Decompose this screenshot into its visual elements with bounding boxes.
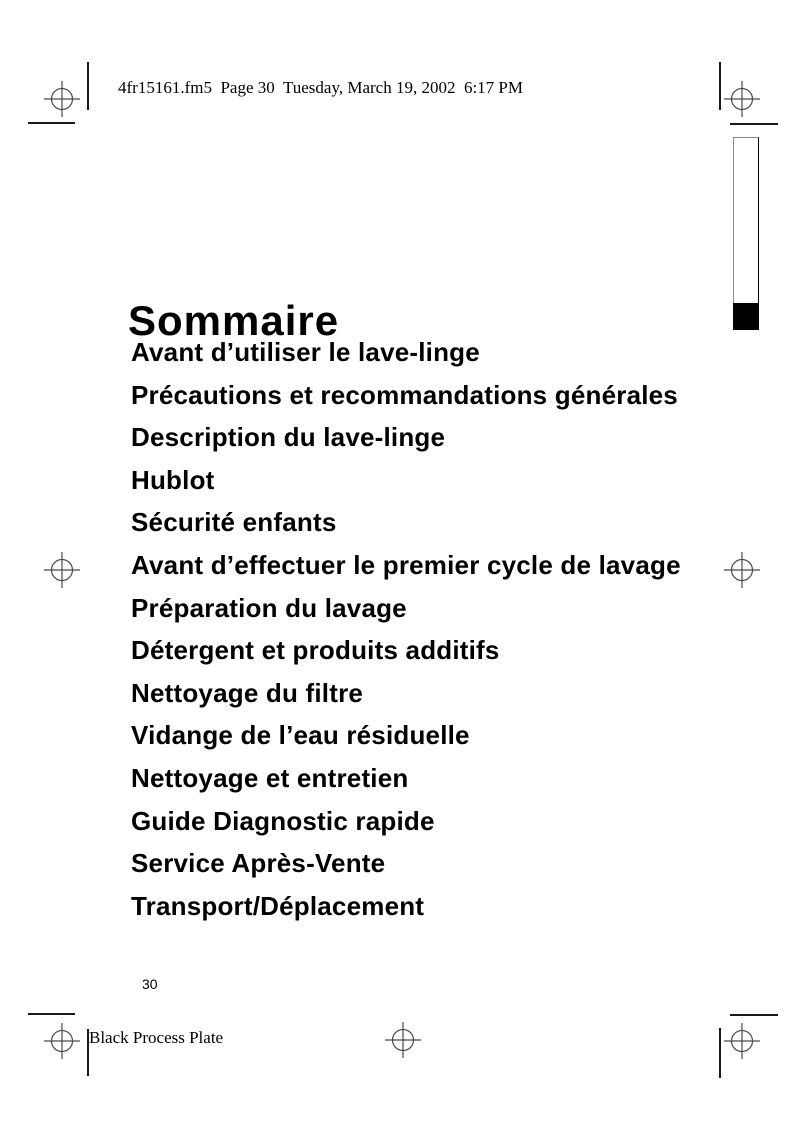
crop-line [28, 1013, 75, 1015]
toc-entry: Nettoyage et entretien [131, 762, 409, 793]
toc-entry: Détergent et produits additifs [131, 635, 500, 666]
toc-entry: Sécurité enfants [131, 507, 337, 538]
crop-line [730, 123, 778, 125]
registration-mark-icon [44, 81, 80, 117]
toc-entry: Hublot [131, 464, 215, 495]
toc-entry: Précautions et recommandations générales [131, 379, 678, 410]
table-of-contents [131, 331, 691, 927]
registration-mark-icon [385, 1022, 421, 1058]
crop-line [87, 62, 89, 110]
crop-line [719, 62, 721, 110]
calibration-strip [733, 137, 759, 330]
toc-entry: Nettoyage du filtre [131, 677, 364, 708]
toc-entry: Avant d’effectuer le premier cycle de lavage [131, 549, 681, 580]
toc-entry: Description du lave-linge [131, 422, 446, 453]
toc-entry: Avant d’utiliser le lave-linge [131, 337, 480, 367]
page-title: Sommaire [128, 297, 340, 345]
toc-entry: Service Après-Vente [131, 848, 386, 879]
toc-entry: Guide Diagnostic rapide [131, 805, 435, 836]
registration-mark-icon [44, 1023, 80, 1059]
print-header: 4fr15161.fm5 Page 30 Tuesday, March 19, 2002 6:17 PM [118, 78, 523, 97]
registration-mark-icon [44, 552, 80, 588]
registration-mark-icon [724, 552, 760, 588]
crop-line [719, 1028, 721, 1078]
toc-entry: Préparation du lavage [131, 592, 407, 623]
calibration-black-patch [733, 303, 759, 330]
registration-mark-icon [724, 81, 760, 117]
toc-entry: Transport/Déplacement [131, 890, 425, 921]
crop-line [28, 122, 75, 124]
plate-label: Black Process Plate [89, 1028, 224, 1047]
page-number: 30 [142, 976, 158, 992]
toc-entry: Vidange de l’eau résiduelle [131, 720, 470, 751]
crop-line [730, 1014, 778, 1016]
registration-mark-icon [724, 1023, 760, 1059]
